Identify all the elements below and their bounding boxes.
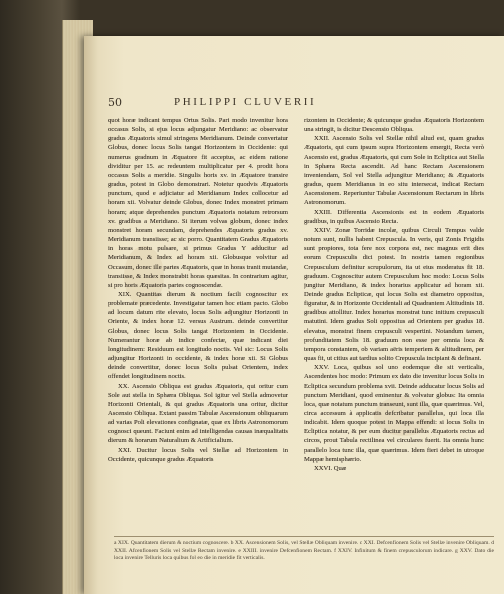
paragraph: XXVI. Quæ xyxy=(314,464,347,472)
book-page xyxy=(84,36,504,594)
paragraph: XIX. Quantitas dierum & noctium facili cognoscitur ex problemate præcedente. Investigatur tamen hoc etiam pacto. Globo ad locum datum rite elevato, locus Solis adjungitur Horizonti in Oriente, & index horæ 12. versus Austrum. deinde convertitur Globus, donec locus Solis tangat Horizontem in Occidente. Numerantur horæ ab indice confectæ, quæ indicant diei longitudinem: Residuum est longitudo noctis. Vel sic: Locus Solis adjungitur Horizonti in occidente, & index horæ xii. Si Globus deinde convertitur, donec locus Solis pulsat Orientem, index offendet longitudinem noctis. xyxy=(108,290,288,381)
paragraph: XX. Ascensio Obliqua est gradus Æquatoris, qui oritur cum Sole aut stella in Sphæra Obliqua. Sol igitur vel Stella admovetur Horizonti Orientali, & qui gradus Æquatoris una oritur, dicitur Ascensio Obliqua. Extant passim Tabulæ Ascensionum obliquarum ad varias Poli elevationes confignatæ, quæ ex libris Astronomorum cognosci queunt. Faciunt enim ad intelligendas causas inæqualitatis dierum & horarum Naturalium & Artificialium. xyxy=(108,382,288,445)
footnotes xyxy=(114,536,494,584)
left-column xyxy=(108,116,288,528)
paragraph: XXIII. Differentia Ascensionis est in eodem Æquatoris gradibus, in quibus Ascensio Recta. xyxy=(304,208,484,225)
page-header xyxy=(96,96,500,114)
paragraph: XXIV. Zonæ Torridæ incolæ, quibus Circuli Tempus valde notum sunt, nullis habent Crepuscula. In veris, qui Zonis Frigidis sunt propiores, tota fere nox corpora est, nec magnus erit dies eorum Crepusculis dici potest. In nostris tamen regionibus Crepusculum definitur scrupulorum, ita ut eius moderatus fit 18. graduum. Cognoscitur autem Crepusculum hoc modo: Locus Solis jungitur Meridiano, & index horarius applicatur ad horam xii. Deinde gradus Eclipticæ, qui locus Solis est diametro oppositus, figuratur, & in Horizonte Occidentali ad Quadrantem Altitudinis 18. gradibus attollitur. Index horarius monstrat tunc initium crepusculi matutini. Idem gradus Soli oppositus ad Orientem per gradus 18. elevatus, monstrat finem crepusculi vespertini. Notandum tamen, profunditatem Solis 18. graduum non esse per omnia loca & tempora constantem, ob variam aëris temperiem & altitudinem, per quas fit, ut citius aut tardius solito Crepuscula incipiant & definant. xyxy=(304,226,484,363)
paragraph: XXV. Loca, quibus sol uno eodemque die sit verticalis, Ascendentes hoc modo: Primum ex dato die invenitur locus Solis in Ecliptica secundum problema xvii. Deinde adducatur locus Solis ad punctum Meridiani, quod eminentur & volvatur globus: Ita omnia loca, quæ notatum punctum transeunt, sunt illa, quæ quærimus. Vel, circa accessum à applicatis defcribatur parallelus, qui loca illa indicabit. Idem quoque potest in Mappa effendi: si locus Solis in Ecliptica notatur, & per eum ducitur parallelus Æquatoris rectus ad circos, prout Tabula rectilinea vel circulares fuerit. Ita omnia hunc parallelo loca tunc illa, quæ quærimus. Idem fieri debet in utroque Mappæ hemisphærio. xyxy=(304,364,484,463)
footnote-text: a XIX. Quantitatem dierum & noctium cognoscere. b XX. Ascensionem Solis, vel Stellæ Obliquam invenire. c XXI. Defcenfionem Solis vel Stellæ invenire Obliquam. d XXII. Afcenfionem Solis vel Stellæ Rectam invenire. e XXIII. invenire Defcenfionem Rectam. f XXIV. Infinitum & finem crepusculorum indicare. g XXV. Dato die loca invenire Telluris loca quibus fol eo die in meridie fit verticalis. xyxy=(114,540,494,562)
right-column xyxy=(304,116,484,528)
running-head: PHILIPPI CLUVERII xyxy=(174,96,317,108)
paragraph: XXI. Ducitur locus Solis vel Stellæ ad Horizontem in Occidente, quicunque gradus Æquatoris xyxy=(108,446,288,463)
paragraph: XXII. Ascensio Solis vel Stellæ nihil aliud est, quam gradus Æquatoris, qui cum ipsum supra Horizontem emergit, Recta verò Ascensio est, gradus Æquatoris, qui cum Sole in Ecliptica aut Stella in Sphæra Recta ascendit. Ad hanc Rectam Ascensionem inveniendam, Sol vel Stella adjungitur Meridiano; & Æquatoris gradus, quem Meridianus in eo situ intersecat, indicat Rectam Ascensionem. Reperiuntur Tabulæ Ascensionum Rectarum in libris Astronomorum. xyxy=(304,135,484,207)
page-number: 50 xyxy=(108,96,122,109)
paragraph: quot horæ indicant tempus Ortus Solis. Pari modo invenitur hora occasus Solis, si ejus locus adjungatur Meridiano: ac observatur gradus Æquatoris simul stringens Meridianum. Deinde convertatur Globus, donec locus Solis tangat Horizontem in Occidente: qui numerus gradnum in Æquatore fit acceptus, ac eidem ratione dividitur per 15. ac redeuntem multiplicatur per 4. prodit hora occasus Solis a meridie. Singulis horis xv. in Æquatore transire gradus, potest in Globo demonstrari. Notetur quodvis Æquatoris punctum, quod e adjiciatur ad Meridianum Index collocetur ad horam xii. Volvatur deinde Globus, donec Index monstret primam horam; atque deprehendes punctum Æquatoris notatum retrorsum xv. gradibus a Meridiano. Si iterum volvas globum, donec index monstret horam secundam, deprehendes Æquatoris gradus xv. Meridianum transiisse; ac sic porro. Quantitatem Gradus Æquatoris in horas motu pulsare, si primus Gradus Y adducitur ad Meridianum, & Index ad horam xii. Globusque volvitur ad Occasum, donec ille partes Æquatoris, quæ in horas tranit mutandæ, transiisse, & Index monstrabit horas quæsitas. In contrarium agitur, si pro horis Æquatoris partes cognoscendæ. xyxy=(108,117,288,289)
paragraph: rizontem in Occidente; & quicunque gradus Æquatoris Horizontem una stringit, is dicitur Descensio Obliqua. xyxy=(304,117,484,134)
text-columns xyxy=(108,116,488,528)
